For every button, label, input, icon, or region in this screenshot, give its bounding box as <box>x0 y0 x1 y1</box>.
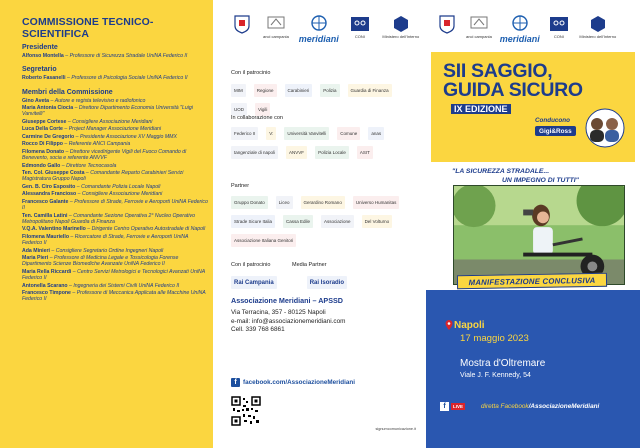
event-date: 17 maggio 2023 <box>460 333 529 344</box>
partner-logo: Gerardino Romano <box>301 196 345 209</box>
collab-logos <box>231 127 411 159</box>
anci-logo: anci campania <box>263 14 289 40</box>
diretta-facebook: diretta Facebook/AssociazioneMeridiani <box>481 403 600 410</box>
association-cell: Cell. 339 768 6861 <box>231 326 285 333</box>
facebook-icon: f <box>231 378 240 387</box>
girl-scooter-photo <box>453 185 625 285</box>
conducono-label: Conducono <box>535 117 570 124</box>
commission-member: Francesco Galante – Professore di Strade, Ferrovie e Aeroporti UniNA Federico II <box>22 198 208 212</box>
partner-logo: Carabinieri <box>285 84 313 97</box>
partner-logo: Liceo <box>276 196 293 209</box>
commission-member: Giuseppe Cortese – Consigliere Associazione Meridiani <box>22 118 153 125</box>
location-pin-icon <box>445 320 453 330</box>
coni-logo: CONI <box>548 14 570 40</box>
patrocinio-label: Con il patrocinio <box>231 70 271 76</box>
partner-logo: Cassa Edile <box>283 215 313 228</box>
media-logos <box>231 276 411 289</box>
commission-member: Luca Della Corte – Project Manager Associazione Meridiani <box>22 126 162 133</box>
partner-logo: UOD <box>231 103 247 116</box>
event-city: Napoli <box>454 320 485 331</box>
rai-campania-logo: Rai Campania <box>231 276 277 289</box>
partner-logo: MIM <box>231 84 246 97</box>
commission-member: Alfonso Montella – Professore di Sicurezza Stradale UniNA Federico II <box>22 53 188 59</box>
partner-label: Partner <box>231 183 250 189</box>
commission-member: Gen. B. Ciro Esposito – Comandante Polizia Locale Napoli <box>22 183 161 190</box>
region-crest-logo <box>436 14 458 34</box>
partner-logo: Universo Humanitas <box>353 196 400 209</box>
association-email: e-mail: info@associazionemeridiani.com <box>231 317 346 325</box>
partner-logo: Gruppo Donato <box>231 196 268 209</box>
partner-logo: V: <box>266 127 276 140</box>
partner-logo: Università Vanvitelli <box>284 127 329 140</box>
top-logos <box>231 14 421 44</box>
event-title: SII SAGGIO, GUIDA SICURO <box>443 60 583 101</box>
commission-member: Gino Aveta – Autore e regista televisivo e radiofonico <box>22 97 146 104</box>
partner-logo: anas <box>368 127 384 140</box>
media-partner-label: Media Partner <box>292 262 327 268</box>
commission-member: Alessandra Francioso – Consigliere Associazione Meridiani <box>22 191 163 198</box>
slogan: "LA SICUREZZA STRADALE... UN IMPEGNO DI TUTTI" <box>434 166 630 188</box>
partner-logo: Guardia di Finanza <box>348 84 392 97</box>
association-contacts <box>231 296 345 335</box>
segretario-heading: Segretario <box>22 66 57 74</box>
commission-member: Antonella Scarano – Ingegneria dei Sistemi Civili UniNA Federico II <box>22 282 180 289</box>
commission-member: Ten. Col. Giuseppe Costa – Comandante Reparto Carabinieri Servizi Magistratura Gruppo Napoli <box>22 170 184 183</box>
partner-logo: ASIT <box>357 146 373 159</box>
commission-member: Rocco Di Filippo – Referente ANCI Campania <box>22 141 131 148</box>
facebook-icon: f <box>440 402 449 411</box>
rai-isoradio-logo: Rai Isoradio <box>307 276 347 289</box>
region-crest-logo <box>231 14 253 34</box>
commission-member: Carmine De Gregorio – Presidente Associazione XV Maggio MMX <box>22 133 177 140</box>
meridiani-logo: meridiani <box>299 14 339 44</box>
coni-logo: CONI <box>349 14 371 40</box>
commission-member: Maria Rella Riccardi – Centro Servizi Metrologici e Tecnologici Avanzati UniNA Federico II <box>22 268 206 282</box>
commission-member: Roberto Fasanelli – Professore di Psicologia Sociale UniNA Federico II <box>22 75 188 82</box>
hosts-photo <box>581 108 629 148</box>
credit: signumcomunicazione.it <box>375 427 416 431</box>
facebook-live[interactable] <box>440 402 599 411</box>
commission-member: Maria Pieri – Professore di Medicina Legale e Tossicologia Forense Dipartimento Scienze Biomediche Avanzate UniNA Federico II <box>22 255 179 268</box>
event-address: Viale J. F. Kennedy, 54 <box>460 372 531 379</box>
commission-member: Maria Antonia Ciocia – Direttore Dipartimento Economia Università "Luigi Vanvitelli" <box>22 105 193 118</box>
ministero-logo: Ministero dell'Interno <box>578 14 618 40</box>
commission-panel <box>0 0 213 448</box>
commission-member: Francesco Timpone – Professore di Meccanica Applicata alle Macchine UniNA Federico II <box>22 290 206 303</box>
partner-logo: Polizia <box>320 84 339 97</box>
partner-logo: tangenziale di napoli <box>231 146 278 159</box>
partner-logos <box>231 196 411 247</box>
cover-panel <box>426 0 640 448</box>
partner-logo: Del Volturno <box>362 215 393 228</box>
collab-label: In collaborazione con <box>231 115 283 121</box>
partner-logo: Regione <box>254 84 277 97</box>
event-info-band <box>426 290 640 448</box>
event-venue: Mostra d'Oltremare <box>460 358 546 369</box>
partner-logo: Vigili <box>255 103 270 116</box>
partner-logo: Associazione <box>321 215 354 228</box>
hosts-logo: Gigi&Ross <box>535 126 576 136</box>
partner-logo: Strade Sicure Italia <box>231 215 275 228</box>
live-badge: LIVE <box>453 404 464 409</box>
facebook-link[interactable]: f facebook.com/AssociazioneMeridiani <box>231 378 355 387</box>
commission-member: Filomena Donato – Direttore vicedirigente Vigili del Fuoco Comando di Benevento, socia e referente ANVVF <box>22 148 187 162</box>
cover-top-logos <box>436 14 618 44</box>
commission-member: Ten. Camilla Latini – Comandante Sezione Operativa 2° Nucleo Operativo Metropolitano Napoli Guardia di Finanza <box>22 212 195 225</box>
ministero-logo: Ministero dell'Interno <box>381 14 421 40</box>
commission-member: V.Q.A. Valentino Marinello – Dirigente Centro Operativo Autostradale di Napoli <box>22 226 206 233</box>
commission-member: Ada Minieri – Consigliere Segretario Ordine Ingegneri Napoli <box>22 247 164 254</box>
qr-code <box>231 396 261 426</box>
commission-title: COMMISSIONE TECNICO-SCIENTIFICA <box>22 16 154 40</box>
edition-label: IX EDIZIONE <box>451 104 511 114</box>
headline-box <box>431 52 635 162</box>
anci-logo: anci campania <box>466 14 492 40</box>
partner-logo: ANVVF <box>286 146 307 159</box>
meridiani-logo: meridiani <box>500 14 540 44</box>
partner-logo: Polizia Locale <box>315 146 349 159</box>
manifestazione-banner: MANIFESTAZIONE CONCLUSIVA <box>457 273 607 290</box>
commission-list <box>22 44 208 304</box>
association-name: Associazione Meridiani – APSSD <box>231 296 343 305</box>
patrocinio-logos <box>231 84 411 116</box>
partner-logo: Federico II <box>231 127 258 140</box>
partner-logo: Comune <box>337 127 360 140</box>
partner-logo: Associazione Italiana Genitori <box>231 234 296 247</box>
presidente-heading: Presidente <box>22 44 58 51</box>
commission-member: Edmondo Gallo – Direttore Tecnocasola <box>22 162 117 169</box>
patrocinio2-label: Con il patrocinio <box>231 262 271 268</box>
partners-panel <box>213 0 426 448</box>
commission-member: Filomena Mauriello – Ricercatore di Strade, Ferrovie e Aeroporti UniNA Federico II <box>22 233 189 247</box>
association-address: Via Terracina, 357 - 80125 Napoli <box>231 309 326 316</box>
membri-heading: Membri della Commissione <box>22 88 113 96</box>
